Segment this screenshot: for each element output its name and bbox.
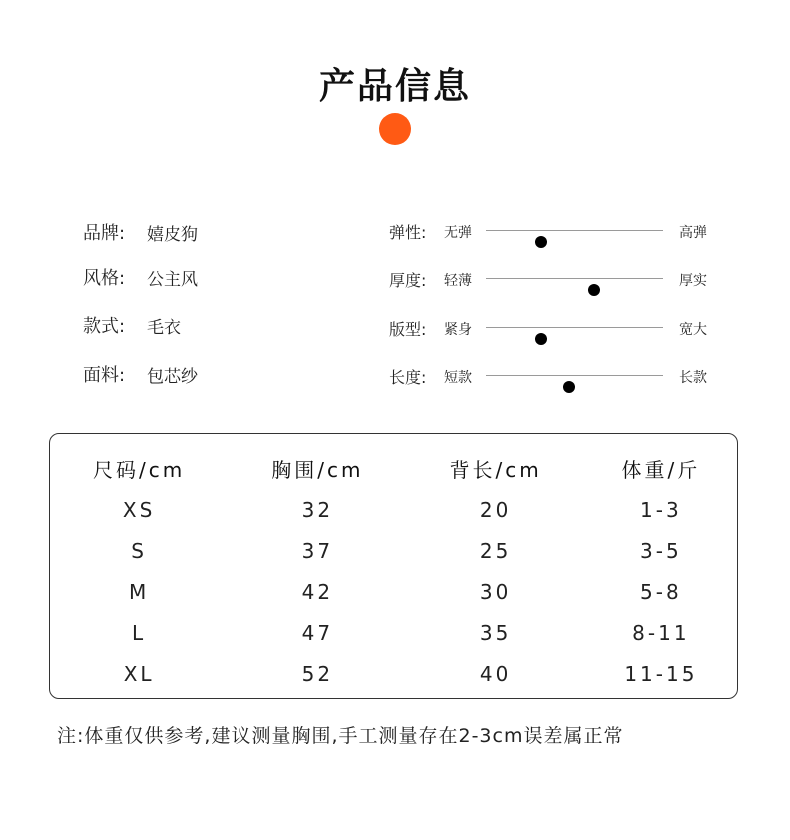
cell-weight: 3-5 (640, 538, 682, 563)
attribute-value: 毛衣 (147, 317, 181, 338)
table-row (50, 612, 737, 653)
column-header-chest: 胸围/cm (271, 458, 364, 482)
scale-label: 厚度: (389, 271, 427, 290)
table-row (50, 653, 737, 694)
cell-size: XS (122, 497, 156, 522)
cell-back-length: 30 (479, 579, 512, 604)
attribute-label: 面料: (83, 365, 126, 386)
column-header-back-length: 背长/cm (449, 458, 542, 482)
cell-back-length: 40 (479, 661, 512, 686)
cell-chest: 47 (301, 620, 334, 645)
scale-low-label: 轻薄 (444, 273, 472, 289)
attribute-brand (83, 220, 198, 244)
attribute-style (83, 265, 198, 289)
footnote: 注:体重仅供参考,建议测量胸围,手工测量存在2-3cm误差属正常 (57, 725, 624, 747)
cell-weight: 11-15 (624, 661, 698, 686)
scale-high-label: 厚实 (679, 273, 707, 289)
table-row (50, 530, 737, 571)
cell-weight: 5-8 (640, 579, 682, 604)
table-header-row (50, 448, 737, 489)
scale-track (486, 230, 663, 231)
attribute-value: 嬉皮狗 (147, 224, 198, 245)
cell-size: M (128, 579, 150, 604)
scale-length (389, 363, 719, 387)
size-table (50, 448, 737, 694)
scale-label: 长度: (389, 368, 427, 387)
scale-indicator (563, 381, 575, 393)
scale-high-label: 高弹 (679, 225, 707, 241)
table-row (50, 489, 737, 530)
table-row (50, 571, 737, 612)
attribute-fabric (83, 362, 198, 386)
attribute-label: 品牌: (83, 223, 126, 244)
cell-back-length: 35 (479, 620, 512, 645)
accent-dot (379, 113, 411, 145)
scale-label: 弹性: (389, 223, 427, 242)
attribute-value: 包芯纱 (147, 366, 198, 387)
cell-chest: 42 (301, 579, 334, 604)
page-title: 产品信息 (318, 66, 471, 107)
cell-size: L (132, 620, 147, 645)
scale-fit (389, 315, 719, 339)
scale-elasticity (389, 218, 719, 242)
size-chart (49, 433, 738, 699)
cell-back-length: 20 (479, 497, 512, 522)
scale-track (486, 278, 663, 279)
scale-indicator (535, 333, 547, 345)
scale-high-label: 宽大 (679, 322, 707, 338)
cell-weight: 8-11 (632, 620, 690, 645)
cell-back-length: 25 (479, 538, 512, 563)
scale-thickness (389, 266, 719, 290)
scale-indicator (588, 284, 600, 296)
cell-weight: 1-3 (640, 497, 682, 522)
scale-low-label: 无弹 (444, 225, 472, 241)
scale-low-label: 紧身 (444, 322, 472, 338)
cell-chest: 52 (301, 661, 334, 686)
scale-indicator (535, 236, 547, 248)
scale-low-label: 短款 (444, 370, 472, 386)
attribute-label: 风格: (83, 268, 126, 289)
cell-chest: 32 (301, 497, 334, 522)
column-header-size: 尺码/cm (93, 458, 186, 482)
cell-chest: 37 (301, 538, 334, 563)
scale-high-label: 长款 (679, 370, 707, 386)
scale-label: 版型: (389, 320, 427, 339)
attribute-label: 款式: (83, 316, 126, 337)
cell-size: S (131, 538, 147, 563)
attribute-value: 公主风 (147, 269, 198, 290)
scale-track (486, 327, 663, 328)
attribute-type (83, 313, 181, 337)
cell-size: XL (123, 661, 155, 686)
scale-track (486, 375, 663, 376)
column-header-weight: 体重/斤 (621, 458, 701, 482)
